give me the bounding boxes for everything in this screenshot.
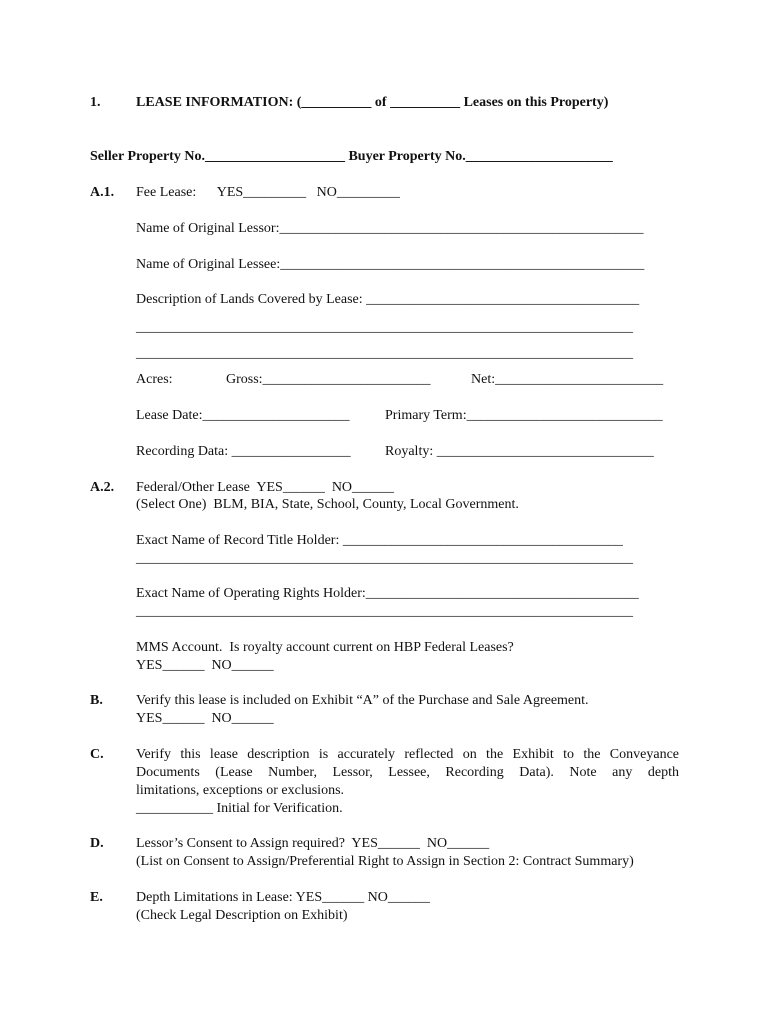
lands-blank-line: _______________________________________________________________________	[136, 320, 633, 335]
section-title: LEASE INFORMATION: (__________ of __________ Leases on this Property)	[136, 95, 609, 110]
e-label: E.	[90, 890, 103, 905]
lease-date-field: Lease Date:_____________________	[136, 408, 350, 423]
gross-field: Gross:________________________	[226, 372, 431, 387]
b-yes-no: YES______ NO______	[136, 711, 274, 726]
net-field: Net:________________________	[471, 372, 664, 387]
c-label: C.	[90, 747, 104, 762]
mms-account-question: MMS Account. Is royalty account current on HBP Federal Leases?	[136, 640, 514, 655]
c-text-line: limitations, exceptions or exclusions.	[136, 783, 345, 798]
select-one-note: (Select One) BLM, BIA, State, School, County, Local Government.	[136, 497, 519, 512]
d-consent-question: Lessor’s Consent to Assign required? YES______ NO______	[136, 836, 490, 851]
royalty-field: Royalty: _______________________________	[385, 444, 654, 459]
federal-lease-field: Federal/Other Lease YES______ NO______	[136, 480, 395, 495]
primary-term-field: Primary Term:____________________________	[385, 408, 663, 423]
e-depth-question: Depth Limitations in Lease: YES______ NO______	[136, 890, 430, 905]
fee-lease-field: Fee Lease: YES_________ NO_________	[136, 185, 400, 200]
original-lessor-field: Name of Original Lessor:____________________________________________________	[136, 221, 644, 236]
c-initial-line: ___________ Initial for Verification.	[136, 801, 343, 816]
c-text-line: Verify this lease description is accurately reflected on the Exhibit to the Conveyance	[136, 747, 679, 762]
a1-label: A.1.	[90, 185, 115, 200]
property-numbers: Seller Property No.____________________ Buyer Property No._____________________	[90, 149, 613, 164]
operating-rights-blank-line: _______________________________________________________________________	[136, 604, 633, 619]
recording-data-field: Recording Data: _________________	[136, 444, 351, 459]
acres-label: Acres:	[136, 372, 173, 387]
operating-rights-holder-field: Exact Name of Operating Rights Holder:_______________________________________	[136, 586, 639, 601]
section-number: 1.	[90, 95, 101, 110]
record-title-holder-field: Exact Name of Record Title Holder: ________________________________________	[136, 533, 623, 548]
c-text-line: Documents (Lease Number, Lessor, Lessee, Recording Data). Note any depth	[136, 765, 679, 780]
d-label: D.	[90, 836, 104, 851]
record-title-blank-line: _______________________________________________________________________	[136, 551, 633, 566]
b-label: B.	[90, 693, 103, 708]
lands-blank-line: _______________________________________________________________________	[136, 346, 633, 361]
e-depth-note: (Check Legal Description on Exhibit)	[136, 908, 348, 923]
b-text: Verify this lease is included on Exhibit “A” of the Purchase and Sale Agreement.	[136, 693, 589, 708]
a2-label: A.2.	[90, 480, 115, 495]
d-consent-note: (List on Consent to Assign/Preferential Right to Assign in Section 2: Contract Summary)	[136, 854, 634, 869]
lands-description-field: Description of Lands Covered by Lease: _______________________________________	[136, 292, 640, 307]
mms-yes-no: YES______ NO______	[136, 658, 274, 673]
original-lessee-field: Name of Original Lessee:____________________________________________________	[136, 257, 645, 272]
